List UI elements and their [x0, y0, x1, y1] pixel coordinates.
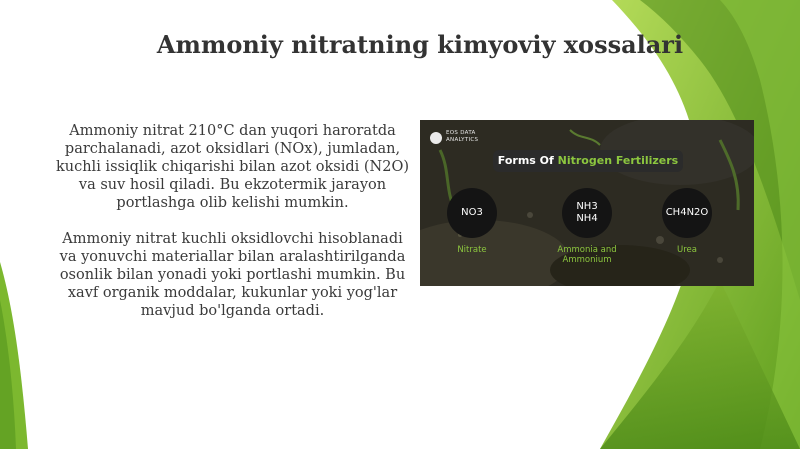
nitrate-label: Nitrate — [457, 245, 487, 255]
formula-nh3: NH3 — [576, 201, 598, 212]
eos-logo-icon — [430, 132, 442, 144]
infographic-heading — [493, 150, 683, 172]
heading-white-part: Forms Of — [497, 154, 558, 167]
nitrate-circle — [447, 188, 497, 238]
formula-nh4: NH4 — [576, 213, 598, 224]
slide-body — [55, 122, 410, 338]
urea-label: Urea — [677, 245, 697, 255]
ammonia-circle — [562, 188, 612, 238]
slide-title: Ammoniy nitratning kimyoviy xossalari — [156, 30, 684, 59]
formula-no3: NO3 — [461, 207, 483, 218]
paragraph-decomposition: Ammoniy nitrat 210°C dan yuqori haroratda parchalanadi, azot oksidlari (NOx), jumladan, kuchli issiqlik chiqarishi bilan azot oksidi (N2O) va suv hosil qiladi. Bu ekzotermik jarayon portlashga olib kelishi mumkin. — [55, 123, 410, 211]
eos-logo-text: EOS DATA ANALYTICS — [446, 130, 479, 143]
eos-logo — [430, 130, 490, 144]
nitrogen-fertilizers-image — [420, 120, 754, 286]
heading-green-part: Nitrogen Fertilizers — [557, 154, 679, 167]
ammonia-label: Ammonia and Ammonium — [557, 245, 617, 265]
urea-circle — [662, 188, 712, 238]
formula-ch4n2o: CH4N2O — [665, 207, 709, 218]
paragraph-oxidizer: Ammoniy nitrat kuchli oksidlovchi hisoblanadi va yonuvchi materiallar bilan aralashtirilganda osonlik bilan yonadi yoki portlashi mumkin. Bu xavf organik moddalar, kukunlar yoki yog'lar mavjud bo'lganda ortadi. — [59, 231, 406, 319]
